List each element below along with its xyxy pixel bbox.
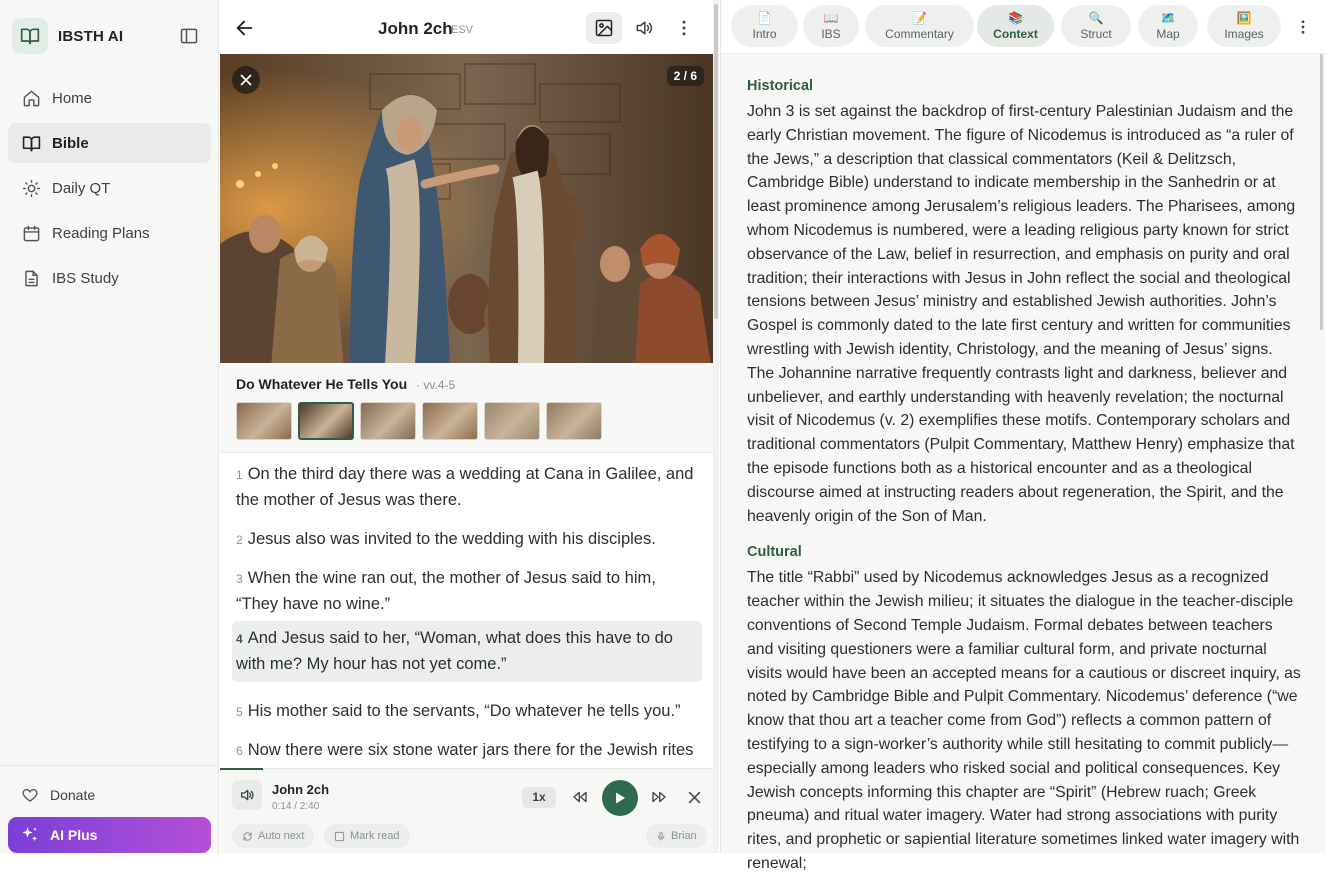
sidebar-nav — [8, 78, 211, 303]
tab-commentary[interactable] — [865, 5, 974, 47]
tab-images[interactable] — [1207, 5, 1281, 47]
ai-plus-label: AI Plus — [50, 827, 98, 843]
audio-progress-bar[interactable] — [220, 768, 263, 770]
scene-thumbnails — [236, 402, 608, 440]
section-title: Cultural — [747, 544, 802, 561]
playback-speed-button[interactable]: 1x — [522, 787, 556, 808]
scene-thumbnail[interactable] — [422, 402, 478, 440]
tab-map[interactable] — [1138, 5, 1198, 47]
sidebar-item-bible[interactable] — [8, 123, 211, 163]
voice-label: Brian — [671, 830, 697, 842]
close-player-icon[interactable] — [683, 786, 705, 808]
sidebar-item-reading-plans[interactable] — [8, 213, 211, 253]
scene-illustration-artwork — [220, 54, 714, 363]
verse-5[interactable] — [232, 694, 702, 730]
sidebar-item-label: Bible — [52, 134, 89, 152]
tab-label: IBS — [821, 27, 841, 41]
logo-book-icon — [12, 18, 48, 54]
tab-label: Commentary — [885, 27, 954, 41]
sidebar-footer — [0, 765, 219, 843]
volume-icon[interactable] — [232, 780, 262, 810]
sidebar-item-label: IBS Study — [52, 269, 119, 287]
verse-text: Jesus also was invited to the wedding with his disciples. — [247, 530, 656, 548]
tab-context[interactable] — [977, 5, 1054, 47]
mark-read-label: Mark read — [350, 830, 400, 842]
verse-4[interactable] — [232, 621, 702, 682]
image-counter: 2 / 6 — [667, 66, 704, 86]
section-text: John 3 is set against the backdrop of first-century Palestinian Judaism and the early Christian movement. The figure of Nicodemus is introduced as “a ruler of the Jews,” a description that classical commentators (Keil & Delitzsch, Cambridge Bible) understand to indicate membership in the Sanhedrin or at least prominence among Jerusalem’s religious leaders. The Pharisees, among whom Nicodemus is numbered, were a leading religious party known for strict observance of the Law, belief in resurrection, and emphasis on purity and oral tradition; their interactions with Jesus in John reflect the social and theological tensions between Jesus’ ministry and established Jewish authorities. John’s Gospel is commonly dated to the late first century and written for communities wrestling with Jewish identity, Christology, and the meaning of Jesus’ signs. The Johannine narrative frequently contrasts light and darkness, believer and unbeliever, and earthly understanding with heavenly revelation; the nocturnal visit of Nicodemus (v. 2) exemplifies these motifs. Contemporary scholars and traditional commentators (Pulpit Commentary, Matthew Henry) emphasize that the episode functions both as a historical encounter and as a theological discourse aimed at instructing readers about regeneration, the Spirit, and the heavenly origin of the Son of Man. — [747, 103, 1296, 525]
scene-thumbnail[interactable] — [236, 402, 292, 440]
audio-player — [220, 768, 714, 853]
more-vertical-icon[interactable] — [666, 12, 702, 44]
tab-emoji-icon: 📖 — [823, 11, 839, 25]
scene-thumbnail[interactable] — [360, 402, 416, 440]
scene-thumbnail[interactable] — [298, 402, 354, 440]
repeat-icon — [242, 831, 253, 842]
scene-info — [220, 363, 714, 453]
tab-intro[interactable] — [731, 5, 798, 47]
reader-scrollbar[interactable] — [713, 0, 719, 853]
verse-number: 4 — [236, 632, 243, 646]
sparkle-icon — [20, 825, 40, 845]
verse-number: 2 — [236, 533, 243, 547]
donate-button[interactable] — [8, 779, 211, 811]
tab-label: Images — [1224, 27, 1264, 41]
book-icon — [21, 133, 41, 153]
checkbox-icon — [334, 831, 345, 842]
scene-thumbnail[interactable] — [484, 402, 540, 440]
section-cultural — [747, 544, 1303, 875]
verse-text: On the third day there was a wedding at Cana in Galilee, and the mother of Jesus was there. — [236, 465, 694, 509]
scene-thumbnail[interactable] — [546, 402, 602, 440]
sidebar-item-home[interactable] — [8, 78, 211, 118]
tab-emoji-icon: 📚 — [1008, 11, 1023, 25]
verse-text: When the wine ran out, the mother of Jesus said to him, “They have no wine.” — [236, 569, 656, 613]
player-track-title: John 2ch — [272, 782, 330, 797]
verse-number: 3 — [236, 572, 243, 586]
study-scrollbar[interactable] — [1319, 54, 1325, 853]
verse-3[interactable] — [232, 561, 702, 622]
sidebar-toggle-icon[interactable] — [178, 25, 200, 47]
player-time: 0:14 / 2:40 — [272, 801, 320, 812]
brand[interactable] — [12, 18, 123, 54]
verse-number: 5 — [236, 705, 243, 719]
verse-list — [220, 453, 714, 768]
donate-label: Donate — [50, 787, 96, 803]
verse-number: 1 — [236, 468, 243, 482]
verse-text: His mother said to the servants, “Do whatever he tells you.” — [247, 702, 681, 720]
study-tab-bar — [721, 0, 1326, 54]
auto-next-toggle[interactable] — [232, 824, 314, 848]
image-toggle-icon[interactable] — [586, 12, 622, 44]
fast-forward-icon[interactable] — [648, 786, 670, 808]
verse-1[interactable] — [232, 457, 702, 518]
play-button[interactable] — [602, 780, 638, 816]
auto-next-label: Auto next — [258, 830, 305, 842]
speaker-icon[interactable] — [626, 12, 662, 44]
back-arrow-icon[interactable] — [234, 17, 256, 39]
calendar-icon — [21, 223, 41, 243]
context-content — [747, 78, 1303, 892]
scene-verse-range: · vv.4-5 — [416, 378, 456, 392]
sidebar-item-label: Reading Plans — [52, 224, 150, 242]
verse-text: And Jesus said to her, “Woman, what does this have to do with me? My hour has not yet come.” — [236, 629, 673, 673]
tab-struct[interactable] — [1061, 5, 1131, 47]
voice-selector[interactable] — [646, 824, 707, 848]
tab-emoji-icon: 🗺️ — [1160, 11, 1176, 25]
verse-2[interactable] — [232, 522, 702, 558]
bible-version[interactable]: ESV — [451, 24, 474, 36]
tab-emoji-icon: 🔍 — [1088, 11, 1104, 25]
tab-emoji-icon: 🖼️ — [1236, 11, 1252, 25]
sun-icon — [21, 178, 41, 198]
section-title: Historical — [747, 78, 814, 94]
sidebar-item-ibs-study[interactable] — [8, 258, 211, 298]
scene-illustration[interactable] — [220, 54, 714, 363]
reader-scrollbar-thumb[interactable] — [714, 4, 718, 319]
tab-emoji-icon: 📄 — [757, 11, 772, 25]
tab-label: Struct — [1080, 27, 1112, 41]
section-historical — [747, 78, 1303, 528]
chapter-title[interactable]: John 2ch — [378, 19, 453, 38]
tab-label: Intro — [752, 27, 777, 41]
document-icon — [21, 268, 41, 288]
study-scrollbar-thumb[interactable] — [1320, 54, 1323, 330]
ai-plus-button[interactable] — [8, 817, 211, 853]
rewind-icon[interactable] — [569, 786, 591, 808]
microphone-icon — [656, 831, 666, 842]
study-panel — [720, 0, 1325, 872]
tab-ibs[interactable] — [803, 5, 859, 47]
verse-number: 6 — [236, 744, 243, 758]
sidebar — [0, 0, 219, 853]
home-icon — [21, 88, 41, 108]
close-image-icon[interactable] — [232, 66, 260, 94]
tab-label: Context — [993, 27, 1038, 41]
sidebar-item-label: Daily QT — [52, 179, 111, 197]
reader-header — [220, 0, 716, 56]
bible-reader — [220, 0, 716, 853]
sidebar-item-label: Home — [52, 89, 93, 107]
sidebar-item-daily-qt[interactable] — [8, 168, 211, 208]
heart-icon — [21, 786, 39, 804]
tab-emoji-icon: 📝 — [912, 11, 927, 25]
section-text: The title “Rabbi” used by Nicodemus acknowledges Jesus as a recognized teacher within the Jewish milieu; it situates the dialogue in the teacher-disciple conventions of Second Temple Judaism. Formal debates between teachers and visiting questioners were a familiar cultural form, and private nocturnal visits would have been an accepted means for a cautious or discreet inquiry, as noted by Cambridge Bible and Pulpit Commentary. Nicodemus’ deference (“we know that thou art a teacher come from God”) reflects a common pattern of testifying to a sign-worker’s authority while still hesitating to commit publicly—especially among leaders who risked social and political consequences. Key Jewish concepts informing this chapter are “Spirit” (Hebrew ruach; Greek pneuma) and ritual water imagery. Water had strong associations with purity rites, and prophetic or sapiential literature sometimes linked water imagery with renewal; — [747, 569, 1301, 872]
mark-read-toggle[interactable] — [324, 824, 410, 848]
app-name: IBSTH AI — [58, 27, 124, 45]
more-vertical-icon[interactable] — [1293, 16, 1313, 38]
play-icon — [613, 791, 627, 805]
verse-text: Now there were six stone water jars there for the Jewish rites — [247, 741, 694, 759]
tab-label: Map — [1156, 27, 1180, 41]
scene-title: Do Whatever He Tells You — [236, 376, 408, 392]
